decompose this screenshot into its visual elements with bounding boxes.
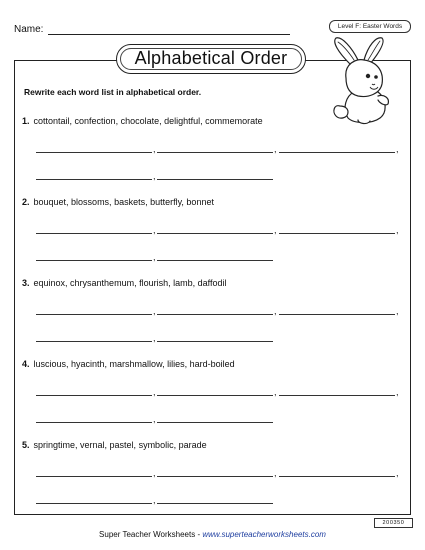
answer-line[interactable] (36, 314, 152, 315)
comma: , (153, 306, 156, 316)
answer-line[interactable] (36, 395, 152, 396)
answer-line[interactable] (36, 260, 152, 261)
word-list: luscious, hyacinth, marshmallow, lilies, hard-boiled (33, 359, 235, 369)
question-number: 1. (22, 116, 30, 126)
answer-line[interactable] (279, 395, 395, 396)
comma: , (153, 144, 156, 154)
comma: , (153, 414, 156, 424)
footer-brand: Super Teacher Worksheets (99, 530, 196, 539)
comma: , (274, 306, 277, 316)
answer-line[interactable] (279, 314, 395, 315)
comma: , (153, 171, 156, 181)
question-prompt (22, 116, 263, 126)
level-badge: Level F: Easter Words (329, 20, 411, 33)
comma: , (396, 468, 399, 478)
answer-line[interactable] (36, 503, 152, 504)
answer-line[interactable] (36, 422, 152, 423)
answer-line[interactable] (157, 395, 273, 396)
question-prompt (22, 359, 235, 369)
comma: , (153, 333, 156, 343)
answer-line[interactable] (36, 341, 152, 342)
comma: , (396, 144, 399, 154)
question-prompt (22, 278, 226, 288)
comma: , (153, 495, 156, 505)
answer-line[interactable] (157, 260, 273, 261)
comma: , (153, 225, 156, 235)
comma: , (153, 468, 156, 478)
answer-line[interactable] (279, 233, 395, 234)
answer-line[interactable] (36, 233, 152, 234)
answer-line[interactable] (157, 422, 273, 423)
answer-line[interactable] (279, 476, 395, 477)
word-list: springtime, vernal, pastel, symbolic, parade (33, 440, 207, 450)
name-label: Name: (14, 24, 44, 35)
answer-line[interactable] (36, 179, 152, 180)
comma: , (274, 144, 277, 154)
question-prompt (22, 197, 214, 207)
comma: , (153, 252, 156, 262)
comma: , (153, 387, 156, 397)
question-number: 4. (22, 359, 30, 369)
comma: , (274, 387, 277, 397)
answer-line[interactable] (157, 503, 273, 504)
footer-separator: - (195, 530, 203, 539)
comma: , (396, 306, 399, 316)
instructions: Rewrite each word list in alphabetical order. (24, 87, 202, 97)
answer-line[interactable] (157, 152, 273, 153)
footer (0, 530, 425, 539)
answer-line[interactable] (36, 476, 152, 477)
page-title: Alphabetical Order (116, 44, 306, 74)
footer-site-link[interactable]: www.superteacherworksheets.com (202, 530, 326, 539)
question-number: 5. (22, 440, 30, 450)
answer-line[interactable] (157, 341, 273, 342)
question-number: 2. (22, 197, 30, 207)
word-list: cottontail, confection, chocolate, delightful, commemorate (33, 116, 263, 126)
answer-line[interactable] (157, 233, 273, 234)
bunny-icon (328, 34, 402, 126)
comma: , (274, 468, 277, 478)
word-list: bouquet, blossoms, baskets, butterfly, bonnet (33, 197, 214, 207)
question-number: 3. (22, 278, 30, 288)
answer-line[interactable] (157, 476, 273, 477)
comma: , (396, 387, 399, 397)
comma: , (274, 225, 277, 235)
comma: , (396, 225, 399, 235)
name-field[interactable] (48, 34, 290, 35)
worksheet-code: 200350 (374, 518, 413, 528)
answer-line[interactable] (279, 152, 395, 153)
answer-line[interactable] (157, 314, 273, 315)
answer-line[interactable] (157, 179, 273, 180)
answer-line[interactable] (36, 152, 152, 153)
question-prompt (22, 440, 207, 450)
word-list: equinox, chrysanthemum, flourish, lamb, daffodil (33, 278, 227, 288)
